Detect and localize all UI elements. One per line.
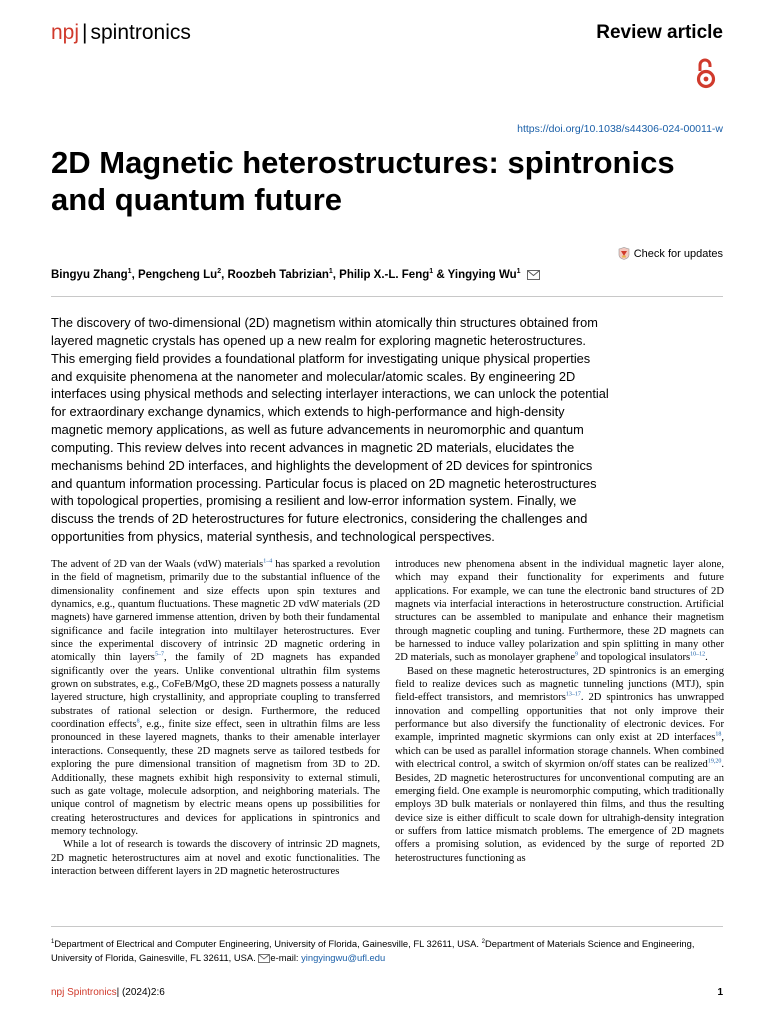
footnote-divider (51, 926, 723, 927)
email-label: e-mail: (270, 952, 302, 964)
check-for-updates-icon (618, 247, 630, 260)
author-list: Bingyu Zhang$^1$, Pengcheng Lu$^2$, Roozbeh Tabrizian$^1$, Philip X.-L. Feng$^1$ & Yingying Wu$^1$ (51, 268, 540, 281)
page-footer-citation (51, 987, 165, 998)
email-icon[interactable] (527, 270, 540, 280)
open-access-icon (694, 57, 718, 89)
citation-ref[interactable]: 10–12 (690, 651, 706, 658)
affiliation-1: Department of Electrical and Computer Engineering, University of Florida, Gainesville, FL 32611, USA. (54, 938, 482, 950)
citation-ref[interactable]: 9 (575, 651, 579, 658)
citation-ref[interactable]: 18 (715, 731, 722, 738)
citation-ref[interactable]: 5–7 (154, 651, 164, 658)
check-for-updates-button[interactable] (618, 247, 723, 260)
brand-prefix: npj (51, 21, 80, 44)
author-affiliation: 1 (429, 268, 434, 275)
citation-ref[interactable]: 1–4 (263, 558, 273, 565)
author-affiliation: 1 (516, 268, 521, 275)
author-name[interactable]: Roozbeh Tabrizian (227, 268, 329, 281)
brand-separator: | (82, 21, 88, 44)
journal-brand (51, 20, 191, 46)
citation-ref[interactable]: 8 (136, 718, 140, 725)
body-paragraph: introduces new phenomena absent in the individual magnetic layer alone, which may expand their functionality for experiments and future applications. For example, we can tune the electronic band structures of 2D magnets via interfacial interactions in heterostructure construction. Artificial structures can be assembled to manipulate and enhance their magnetism through magnetic coupling and tuning. Furthermore, these 2D magnets can be harnessed to induce valley polarization and spin splitting in many other 2D materials, such as monolayer graphene$^9$ and topological insulators$^{10-12}$. (395, 559, 724, 664)
author-name[interactable]: Philip X.-L. Feng (339, 268, 430, 281)
author-affiliation: 1 (127, 268, 132, 275)
author-name[interactable]: Bingyu Zhang (51, 268, 128, 281)
email-link[interactable]: yingyingwu@ufl.edu (301, 952, 386, 964)
email-icon (258, 954, 270, 963)
body-paragraph: While a lot of research is towards the discovery of intrinsic 2D magnets, 2D magnetic heterostructures aim at novel and exotic functionalities. The interaction between different layers in 2D magnetic heterostructures (51, 839, 380, 877)
brand-name: spintronics (90, 21, 191, 44)
footer-journal[interactable]: npj Spintronics (51, 987, 117, 998)
body-paragraph: The advent of 2D van der Waals (vdW) materials$^{1-4}$ has sparked a revolution in the field of magnetism, primarily due to the substantial influence of the dimensionality confinement and size effects upon spin textures and dynamics, e.g., quantum fluctuations. These magnetic 2D vdW materials (2D magnets) have garnered immense attention, driven by both their fundamental significance and facile integration into multilayer heterostructures. Ever since the experimental discovery of intrinsic 2D magnetic ordering in atomically thin layers$^{5-7}$, the family of 2D magnets has expanded significantly over the years. Unlike conventional ultrathin film systems grown on substrates, e.g., CoFeB/MgO, these 2D magnets possess a naturally layered structure, high crystallinity, and appropriate coupling to transferred substrates of rational selection or design. Furthermore, the reduced coordination effects$^8$, e.g., finite size effect, seen in ultrathin films are less pronounced in these layered magnets, thanks to their amenable interlayer interactions. Consequently, these 2D magnets serve as tailored testbeds for exploring the pure dimensional transition of magnetism from 3D to 2D. Additionally, these magnets exhibit high responsivity to external stimuli, such as gate voltage, molecule adsorption, and neighboring materials. The unique control of magnetism by electric means opens up possibilities for creating heterostructures and devices for applications in spintronics and memory technology. (51, 558, 380, 837)
footer-citation: | (2024)2:6 (116, 987, 165, 998)
citation-ref[interactable]: 13–17 (565, 691, 581, 698)
affiliation-2: Department of Materials Science and Engineering, University of Florida, Gainesville, FL 32611, USA. (51, 938, 695, 964)
body-paragraph: Based on these magnetic heterostructures, 2D spintronics is an emerging field to realize devices such as magnetic tunneling junctions (MTJ), spin field-effect transistors, and memristors$^{13-17}$. 2D spintronics has unwrapped innovation and compelling opportunities that not only improve their performance but also diversify the functionality of electronic devices. For example, imprinted magnetic skyrmions can only exist at 2D interfaces$^{18}$, which can be used as parallel information storage channels. When combined with electrical control, a switch of skyrmion on/off states can be realized$^{19,20}$. Besides, 2D magnetic heterostructures for unconventional computing are an emerging field. One example is neuromorphic computing, which traditionally employs 3D bulk materials or nonlayered thin films, and thus the resulting device size is either difficult to scale down for ultrahigh-density integration or suffers from lattice mismatch problems. The emergence of 2D magnets offers a promising solution, as evidenced by the surge of reported 2D heterostructures functioning as (395, 665, 724, 864)
citation-ref[interactable]: 19,20 (707, 758, 722, 765)
abstract: The discovery of two-dimensional (2D) magnetism within atomically thin structures obtained from layered magnetic crystals has opened up a new realm for exploring magnetic heterostructures. This emerging field provides a foundational platform for investigating unique physical properties and exquisite phenomena at the nanometer and molecular/atomic scales. By engineering 2D interfaces using physical methods and selecting interlayer interactions, we can unlock the potential for extraordinary exchange dynamics, which extends to high-performance and high-density magnetic memory applications, as well as future advancements in neuromorphic and quantum computing. This review delves into recent advances in magnetic 2D materials, elucidates the mechanisms behind 2D interfaces, and highlights the development of 2D devices for spintronics and quantum information processing. Particular focus is placed on 2D magnetic heterostructures with topological properties, promising a resilient and low-error information system. Finally, we discuss the trends of 2D heterostructures for future electronics, considering the challenges and opportunities from physics, material synthesis, and technological perspectives. (51, 315, 609, 545)
body-column-right (395, 558, 724, 865)
author-affiliation: 1 (328, 268, 333, 275)
header-divider (51, 296, 723, 297)
author-name[interactable]: Yingying Wu (447, 268, 517, 281)
page-number: 1 (717, 987, 723, 998)
article-type: Review article (596, 22, 723, 43)
affiliations-footnote: $^1$Department of Electrical and Computer Engineering, University of Florida, Gainesville, FL 32611, USA. $^2$Department of Materials Science and Engineering, University of Florida, Gainesville, FL 32611, USA. e-mail: yingyingwu@ufl.edu (51, 938, 695, 964)
body-column-left (51, 558, 380, 878)
doi-link[interactable]: https://doi.org/10.1038/s44306-024-00011-w (517, 123, 723, 135)
author-name[interactable]: Pengcheng Lu (137, 268, 218, 281)
check-for-updates-label: Check for updates (633, 247, 723, 260)
article-title: 2D Magnetic heterostructures: spintronics and quantum future (51, 145, 675, 217)
author-affiliation: 2 (217, 268, 222, 275)
